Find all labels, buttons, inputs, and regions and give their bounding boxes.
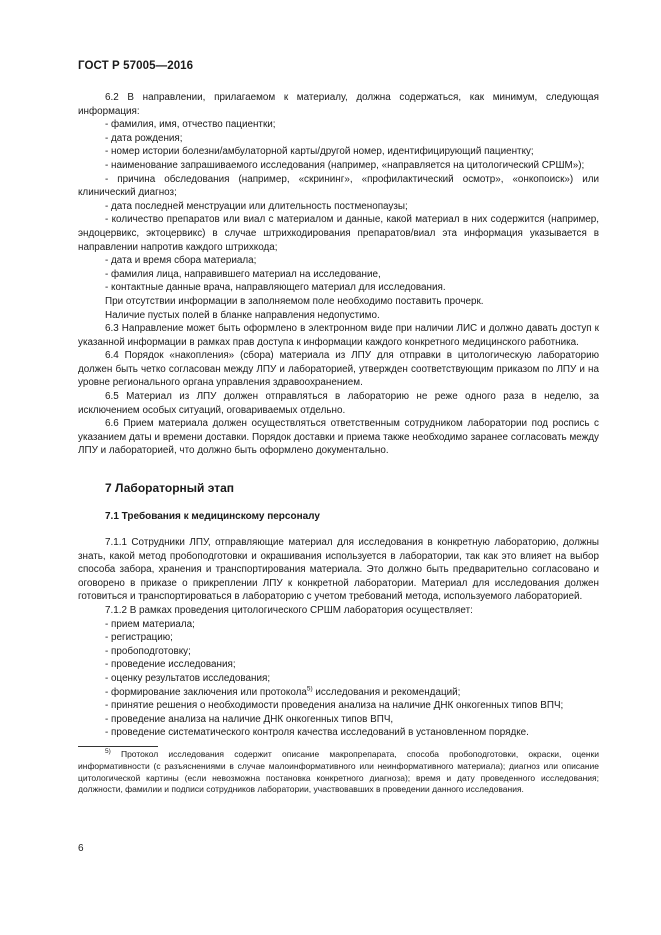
- list-item: - наименование запрашиваемого исследования (например, «направляется на цитологический CPШМ»);: [105, 159, 585, 171]
- paragraph-absence: При отсутствии информации в заполняемом поле необходимо поставить прочерк.: [105, 295, 484, 307]
- list-item: - дата последней менструации или длительность постменопаузы;: [105, 200, 408, 212]
- protocol-text: - формирование заключения или протокола: [105, 686, 307, 698]
- list-item: - проведение систематического контроля качества исследований в установленном порядке.: [105, 727, 529, 739]
- list-item: - фамилия, имя, отчество пациентки;: [105, 119, 276, 131]
- list-item: - контактные данные врача, направляющего материал для исследования.: [105, 282, 446, 294]
- page-number: 6: [78, 843, 84, 854]
- list-item: - количество препаратов или виал с материалом и данные, какой материал в них содержится (например, эндоцервикс, эктоцервикс) в случае штрихкодирования препаратов/виал эта информация указывается в направлении напротив каждого штрихкода;: [78, 214, 599, 253]
- spacer: [78, 524, 599, 536]
- footnote-text: Протокол исследования содержит описание макропрепарата, способа пробоподготовки, окраски, оценки информативности (с разъяснениями в случае малоинформативного или неинформативного материала); диагноз или описание цитологической картины (если невозможна постановка конкретного диагноза); время и дату проведенного исследования; должности, фамилии и подписи сотрудников лаборатории, участвовавших в проведении данного исследования.: [78, 748, 599, 795]
- list-item: - причина обследования (например, «скрининг», «профилактический осмотр», «онкопоиск») или клинический диагноз;: [78, 173, 599, 199]
- paragraph-7-1-1: 7.1.1 Сотрудники ЛПУ, отправляющие материал для исследования в конкретную лабораторию, должны знать, какой метод пробоподготовки и окрашивания используется в лаборатории, так как это влияет на выбор способа забора, хранения и транспортирования материала. Это должно быть предварительно согласовано и оговорено в приказе о прикреплении ЛПУ к конкретной лаборатории. Материал для исследования должен готовиться и транспортироваться в лабораторию с учетом требований метода, используемого лабораторией.: [78, 537, 599, 603]
- list-item: - проведение исследования;: [105, 659, 236, 671]
- footnote-mark: 5): [105, 748, 111, 756]
- paragraph-6-3: 6.3 Направление может быть оформлено в электронном виде при наличии ЛИС и должно давать доступ к указанной информации в рамках прав доступа к информации каждого конкретного медицинского работника.: [78, 323, 599, 348]
- paragraph-7-1-2: 7.1.2 В рамках проведения цитологического CPШМ лаборатория осуществляет:: [105, 605, 473, 616]
- subsection-heading-7-1: 7.1 Требования к медицинскому персоналу: [105, 511, 320, 523]
- paragraph-6-2: 6.2 В направлении, прилагаемом к материалу, должна содержаться, как минимум, следующая информация:: [78, 92, 599, 117]
- list-item: - фамилия лица, направившего материал на исследование,: [105, 268, 381, 280]
- list-item: - оценку результатов исследования;: [105, 672, 271, 684]
- document-header: ГОСТ Р 57005—2016: [78, 60, 194, 72]
- footnote: [78, 749, 599, 796]
- protocol-text-end: исследования и рекомендаций;: [312, 686, 461, 698]
- list-item: - дата и время сбора материала;: [105, 255, 257, 267]
- paragraph-6-5: 6.5 Материал из ЛПУ должен отправляться в лабораторию не реже одного раза в неделю, за исключением особых ситуаций, оговариваемых отдельно.: [78, 391, 599, 416]
- footnote-divider: [78, 746, 158, 747]
- paragraph-6-4: 6.4 Порядок «накопления» (сбора) материала из ЛПУ для отправки в цитологическую лабораторию должен быть четко согласован между ЛПУ и лабораторией, утвержден соответствующим приказом по ЛПУ и на уровне регионального органа управления здравоохранением.: [78, 350, 599, 389]
- section-heading-7: 7 Лабораторный этап: [105, 481, 234, 496]
- list-item: - принятие решения о необходимости проведения анализа на наличие ДНК онкогенных типов ВПЧ;: [105, 700, 564, 712]
- footnote-ref: 5): [306, 685, 313, 693]
- paragraph-6-6: 6.6 Прием материала должен осуществляться ответственным сотрудником лаборатории под роспись с указанием даты и времени доставки. Порядок доставки и приема также необходимо заранее согласовать между ЛПУ и лабораторией, что должно быть оформлено документально.: [78, 418, 599, 457]
- list-item: - пробоподготовку;: [105, 645, 191, 657]
- paragraph-empty-fields: Наличие пустых полей в бланке направления недопустимо.: [105, 309, 380, 321]
- list-item: - прием материала;: [105, 618, 195, 630]
- list-item: - дата рождения;: [105, 132, 183, 144]
- list-item: - номер истории болезни/амбулаторной карты/другой номер, идентифицирующий пациентку;: [105, 146, 534, 158]
- document-body: [78, 91, 599, 796]
- list-item: - регистрацию;: [105, 632, 173, 644]
- list-item-protocol: [78, 686, 599, 700]
- list-item: - проведение анализа на наличие ДНК онкогенных типов ВПЧ,: [105, 713, 394, 725]
